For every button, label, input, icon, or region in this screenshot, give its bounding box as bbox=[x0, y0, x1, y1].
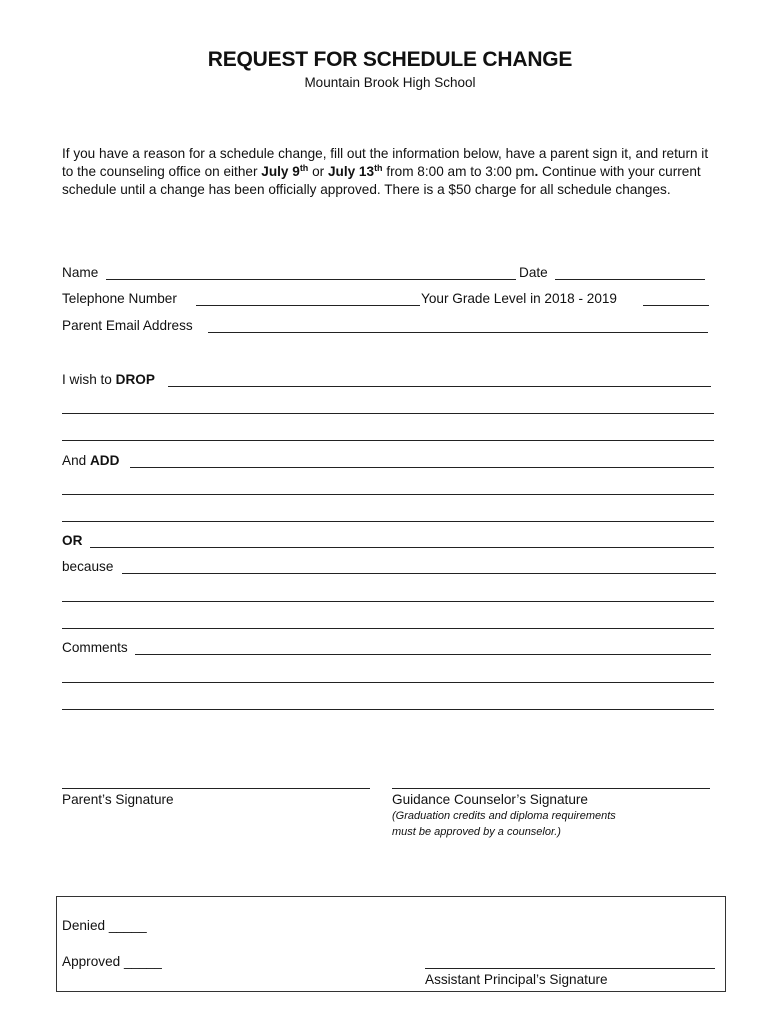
denied-field[interactable]: Denied _____ bbox=[62, 918, 147, 933]
intro-date-1: July 9th bbox=[261, 163, 309, 179]
form-title: REQUEST FOR SCHEDULE CHANGE bbox=[207, 48, 573, 71]
parent-email-field[interactable] bbox=[208, 332, 708, 333]
telephone-field[interactable] bbox=[196, 305, 420, 306]
counselor-note-line-2: must be approved by a counselor.) bbox=[392, 826, 561, 838]
drop-field[interactable] bbox=[168, 386, 711, 387]
grade-level-field[interactable] bbox=[643, 305, 709, 306]
date-field[interactable] bbox=[555, 279, 705, 280]
counselor-note-line-1: (Graduation credits and diploma requirements bbox=[392, 810, 616, 822]
assistant-principal-signature-line[interactable] bbox=[425, 968, 715, 969]
assistant-principal-signature-label: Assistant Principal’s Signature bbox=[425, 972, 608, 987]
intro-date-2: July 13th bbox=[327, 163, 383, 179]
parent-signature-line[interactable] bbox=[62, 788, 370, 789]
comments-field-line-2[interactable] bbox=[62, 682, 714, 683]
comments-field[interactable] bbox=[135, 654, 711, 655]
parent-email-label: Parent Email Address bbox=[62, 318, 193, 333]
add-field-line-2[interactable] bbox=[62, 494, 714, 495]
drop-field-line-3[interactable] bbox=[62, 440, 714, 441]
add-field[interactable] bbox=[130, 467, 714, 468]
date-label: Date bbox=[519, 265, 548, 280]
because-field-line-2[interactable] bbox=[62, 601, 714, 602]
approved-field[interactable]: Approved _____ bbox=[62, 954, 162, 969]
school-name: Mountain Brook High School bbox=[304, 75, 476, 90]
intro-text: If you have a reason for a schedule change, fill out the information below, have a parent sign it, and return it to the counseling office on either bbox=[62, 146, 709, 179]
name-field[interactable] bbox=[106, 279, 516, 280]
grade-level-label: Your Grade Level in 2018 - 2019 bbox=[421, 291, 617, 306]
comments-label: Comments bbox=[62, 640, 128, 655]
add-label: And ADD bbox=[62, 453, 120, 468]
or-field[interactable] bbox=[90, 547, 714, 548]
add-field-line-3[interactable] bbox=[62, 521, 714, 522]
instructions-paragraph: If you have a reason for a schedule change, fill out the information below, have a parent sign it, and return it to the counseling office on either July 9th or July 13th from 8:00 am to 3:00 pm. Continue with your current schedule until a change has been officially approved. There is a $50 charge for all schedule changes. bbox=[62, 146, 709, 197]
telephone-label: Telephone Number bbox=[62, 291, 177, 306]
because-field-line-3[interactable] bbox=[62, 628, 714, 629]
name-label: Name bbox=[62, 265, 99, 280]
drop-label: I wish to DROP bbox=[62, 372, 155, 387]
because-field[interactable] bbox=[122, 573, 716, 574]
drop-field-line-2[interactable] bbox=[62, 413, 714, 414]
counselor-signature-label: Guidance Counselor’s Signature bbox=[392, 792, 588, 807]
because-label: because bbox=[62, 559, 114, 574]
parent-signature-label: Parent’s Signature bbox=[62, 792, 174, 807]
or-label: OR bbox=[62, 533, 83, 548]
counselor-signature-line[interactable] bbox=[392, 788, 710, 789]
office-use-box bbox=[56, 896, 726, 992]
comments-field-line-3[interactable] bbox=[62, 709, 714, 710]
